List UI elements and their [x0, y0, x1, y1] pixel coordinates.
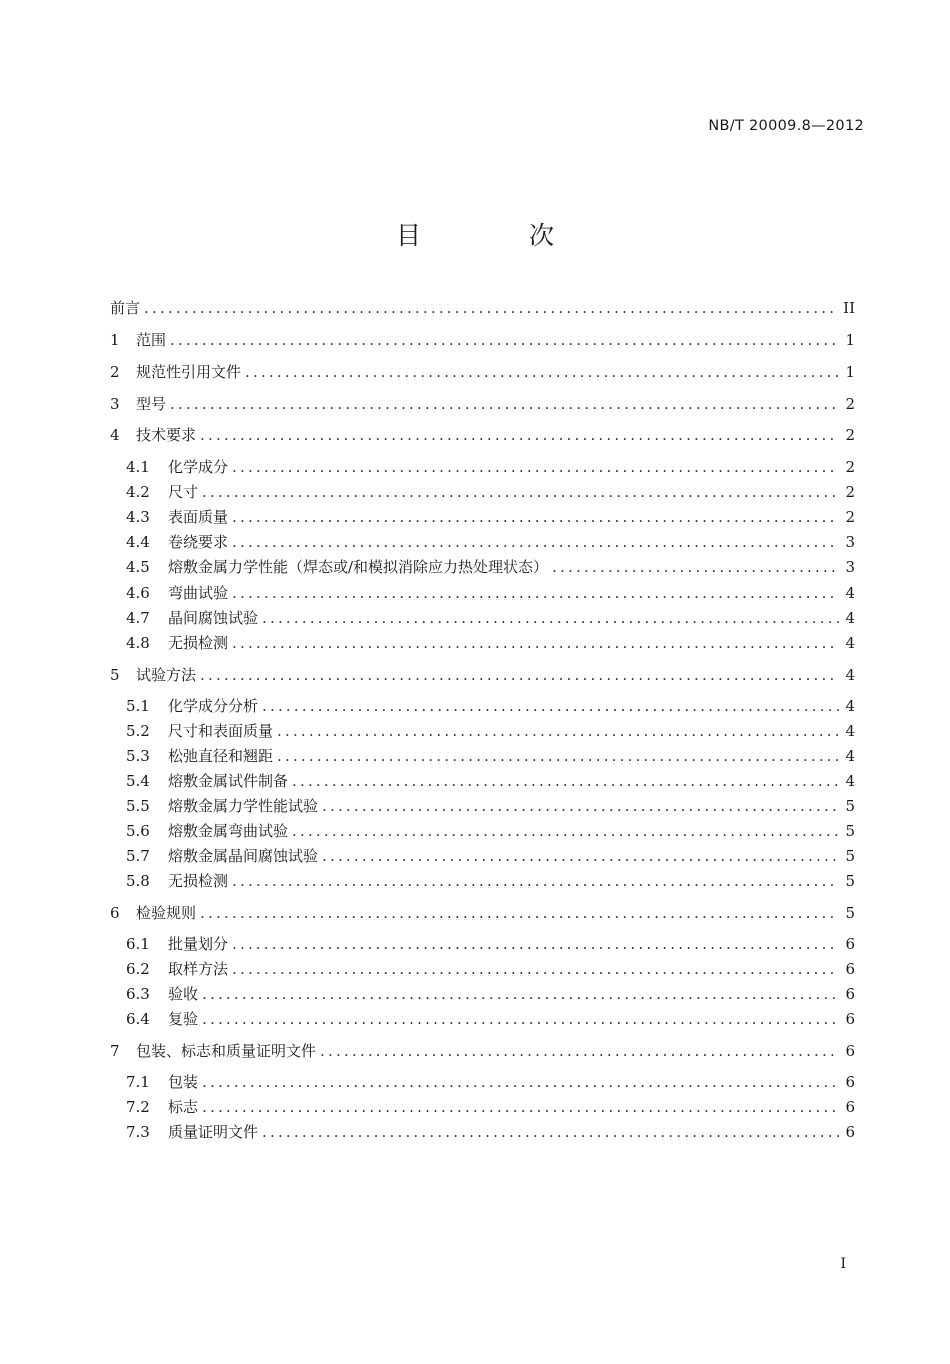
toc-entry[interactable]	[126, 745, 855, 767]
toc-entry-number: 2	[110, 363, 120, 381]
toc-entry[interactable]	[126, 1071, 855, 1093]
toc-entry[interactable]	[126, 1096, 855, 1118]
toc-entry-label: 复验	[168, 1010, 199, 1028]
toc-entry-number: 7.1	[126, 1073, 150, 1091]
toc-entry-page: 3	[845, 558, 855, 576]
toc-entry-number: 5	[110, 666, 120, 684]
toc-entry-page: 4	[845, 722, 855, 740]
toc-entry-page: 4	[845, 772, 855, 790]
toc-entry-label: 批量划分	[168, 935, 229, 953]
dot-leader	[262, 1121, 839, 1143]
dot-leader	[232, 506, 839, 528]
toc-entry[interactable]	[126, 845, 855, 867]
toc-entry-page: 1	[845, 363, 855, 381]
dot-leader	[144, 297, 837, 319]
toc-entry-label: 标志	[168, 1098, 199, 1116]
toc-entry-number: 5.2	[126, 722, 150, 740]
toc-entry-page: 2	[845, 458, 855, 476]
toc-entry-label: 松弛直径和翘距	[168, 747, 274, 765]
toc-entry[interactable]	[126, 720, 855, 742]
page-number: I	[840, 1256, 846, 1272]
toc-entry[interactable]	[126, 983, 855, 1005]
toc-entry-number: 6.3	[126, 985, 150, 1003]
toc-entry-page: 6	[845, 1042, 855, 1060]
toc-entry-page: 6	[845, 985, 855, 1003]
dot-leader	[202, 481, 839, 503]
toc-entry-number: 4.5	[126, 558, 150, 576]
toc-entry[interactable]	[126, 632, 855, 654]
toc-entry[interactable]	[126, 607, 855, 629]
toc-entry-page: 4	[845, 666, 855, 684]
toc-entry-label: 前言	[110, 299, 141, 317]
toc-entry-label: 试验方法	[136, 666, 197, 684]
toc-entry-number: 5.1	[126, 697, 150, 715]
toc-entry[interactable]	[110, 664, 855, 686]
dot-leader	[245, 361, 839, 383]
dot-leader	[232, 582, 839, 604]
toc-entry-page: II	[843, 299, 855, 317]
toc-entry[interactable]	[110, 393, 855, 415]
dot-leader	[277, 745, 839, 767]
toc-entry-number: 4.6	[126, 584, 150, 602]
toc-entry-number: 7	[110, 1042, 120, 1060]
dot-leader	[232, 933, 839, 955]
dot-leader	[202, 983, 839, 1005]
dot-leader	[170, 329, 839, 351]
toc-entry-number: 5.6	[126, 822, 150, 840]
toc-entry-number: 3	[110, 395, 120, 413]
toc-entry-label: 卷绕要求	[168, 533, 229, 551]
toc-entry-label: 型号	[136, 395, 167, 413]
toc-entry-label: 熔敷金属弯曲试验	[168, 822, 289, 840]
toc-entry[interactable]	[126, 770, 855, 792]
toc-entry-page: 6	[845, 1123, 855, 1141]
toc-entry-page: 6	[845, 1073, 855, 1091]
toc-entry[interactable]	[110, 297, 855, 319]
toc-entry-page: 5	[845, 904, 855, 922]
toc-entry-number: 4.8	[126, 634, 150, 652]
toc-entry-page: 5	[845, 847, 855, 865]
toc-entry-label: 检验规则	[136, 904, 197, 922]
dot-leader	[200, 424, 839, 446]
toc-entry-number: 1	[110, 331, 120, 349]
toc-entry-number: 5.3	[126, 747, 150, 765]
toc-entry-number: 4.2	[126, 483, 150, 501]
toc-entry-label: 规范性引用文件	[136, 363, 242, 381]
toc-entry-page: 6	[845, 935, 855, 953]
toc-entry-page: 5	[845, 797, 855, 815]
toc-entry[interactable]	[126, 481, 855, 503]
toc-entry-page: 1	[845, 331, 855, 349]
toc-entry-label: 范围	[136, 331, 167, 349]
toc-entry[interactable]	[126, 958, 855, 980]
toc-entry-number: 5.4	[126, 772, 150, 790]
toc-entry-label: 晶间腐蚀试验	[168, 609, 259, 627]
toc-entry-label: 化学成分	[168, 458, 229, 476]
toc-entry[interactable]	[126, 870, 855, 892]
toc-entry[interactable]	[126, 933, 855, 955]
dot-leader	[262, 607, 839, 629]
toc-entry-page: 2	[845, 426, 855, 444]
toc-entry-label: 无损检测	[168, 634, 229, 652]
dot-leader	[200, 902, 839, 924]
toc-entry[interactable]	[126, 456, 855, 478]
toc-entry-page: 2	[845, 508, 855, 526]
dot-leader	[322, 845, 839, 867]
toc-entry-label: 无损检测	[168, 872, 229, 890]
toc-entry-label: 尺寸和表面质量	[168, 722, 274, 740]
toc-entry-number: 4.4	[126, 533, 150, 551]
toc-entry[interactable]	[126, 695, 855, 717]
toc-entry-page: 4	[845, 634, 855, 652]
page-title: 目 次	[396, 221, 604, 250]
toc-entry-number: 6.2	[126, 960, 150, 978]
dot-leader	[170, 393, 839, 415]
toc-entry[interactable]	[110, 424, 855, 446]
toc-entry-number: 6.1	[126, 935, 150, 953]
toc-entry-page: 2	[845, 395, 855, 413]
toc-entry-page: 4	[845, 609, 855, 627]
dot-leader	[232, 632, 839, 654]
toc-entry-page: 5	[845, 822, 855, 840]
toc-entry-label: 化学成分分析	[168, 697, 259, 715]
toc-entry-page: 6	[845, 1098, 855, 1116]
dot-leader	[322, 795, 839, 817]
toc-entry-page: 6	[845, 1010, 855, 1028]
toc-entry-label: 表面质量	[168, 508, 229, 526]
toc-entry[interactable]	[126, 556, 855, 578]
toc-entry[interactable]	[126, 820, 855, 842]
toc-entry-number: 6.4	[126, 1010, 150, 1028]
toc-entry[interactable]	[126, 582, 855, 604]
toc-entry[interactable]	[110, 361, 855, 383]
dot-leader	[262, 695, 839, 717]
toc-entry-page: 3	[845, 533, 855, 551]
toc-entry[interactable]	[126, 795, 855, 817]
toc-entry-label: 尺寸	[168, 483, 199, 501]
toc-entry-label: 熔敷金属力学性能（焊态或/和模拟消除应力热处理状态）	[168, 558, 549, 576]
dot-leader	[277, 720, 839, 742]
toc-entry-label: 验收	[168, 985, 199, 1003]
dot-leader	[232, 958, 839, 980]
toc-entry-number: 4.7	[126, 609, 150, 627]
dot-leader	[202, 1008, 839, 1030]
toc-entry-page: 5	[845, 872, 855, 890]
toc-entry-number: 6	[110, 904, 120, 922]
toc-entry-number: 4	[110, 426, 120, 444]
dot-leader	[232, 870, 839, 892]
toc-entry-number: 7.3	[126, 1123, 150, 1141]
dot-leader	[202, 1096, 839, 1118]
toc-entry-label: 包装、标志和质量证明文件	[136, 1042, 317, 1060]
dot-leader	[232, 531, 839, 553]
toc-entry-number: 5.5	[126, 797, 150, 815]
toc-entry-page: 2	[845, 483, 855, 501]
dot-leader	[202, 1071, 839, 1093]
toc-entry-number: 4.1	[126, 458, 150, 476]
dot-leader	[320, 1040, 839, 1062]
toc-entry[interactable]	[126, 1121, 855, 1143]
toc-entry-number: 5.8	[126, 872, 150, 890]
dot-leader	[200, 664, 839, 686]
dot-leader	[552, 556, 839, 578]
toc-entry-label: 熔敷金属力学性能试验	[168, 797, 319, 815]
toc-entry-label: 弯曲试验	[168, 584, 229, 602]
dot-leader	[292, 770, 839, 792]
toc-entry-label: 包装	[168, 1073, 199, 1091]
toc-entry-number: 5.7	[126, 847, 150, 865]
toc-entry[interactable]	[110, 329, 855, 351]
toc-entry-page: 4	[845, 747, 855, 765]
toc-entry-label: 熔敷金属试件制备	[168, 772, 289, 790]
toc-entry-label: 质量证明文件	[168, 1123, 259, 1141]
toc-entry-label: 熔敷金属晶间腐蚀试验	[168, 847, 319, 865]
toc-entry[interactable]	[126, 531, 855, 553]
toc-entry-page: 4	[845, 697, 855, 715]
dot-leader	[292, 820, 839, 842]
toc-entry-page: 4	[845, 584, 855, 602]
toc-entry-number: 4.3	[126, 508, 150, 526]
toc-entry-label: 技术要求	[136, 426, 197, 444]
toc-entry[interactable]	[110, 902, 855, 924]
toc-entry-page: 6	[845, 960, 855, 978]
standard-code: NB/T 20009.8—2012	[708, 118, 864, 134]
toc-entry[interactable]	[110, 1040, 855, 1062]
dot-leader	[232, 456, 839, 478]
toc-entry-label: 取样方法	[168, 960, 229, 978]
toc-entry-number: 7.2	[126, 1098, 150, 1116]
toc-entry[interactable]	[126, 1008, 855, 1030]
toc-entry[interactable]	[126, 506, 855, 528]
